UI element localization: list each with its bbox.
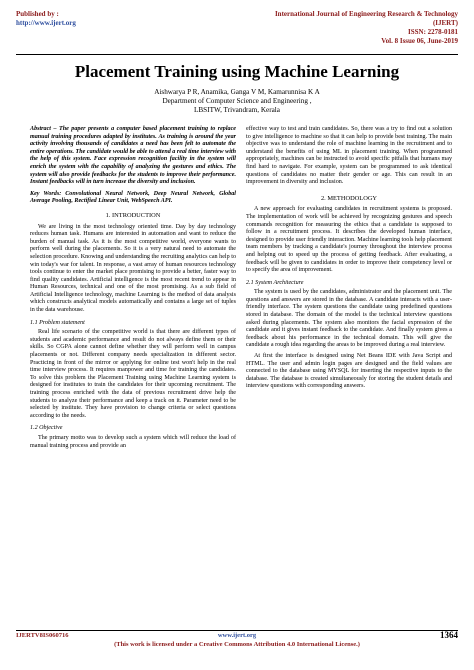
problem-heading: 1.1 Problem statement <box>30 319 85 326</box>
architecture-paragraph-1: The system is used by the candidates, administrator and the placement unit. The questions and answers are stored in the database. A candidate interacts with a user-friendly interface. The system questions the candidate using predefined questions stored in database. The domain of the model is the technical interview questions asked during placements. The system also monitors the facial expression of the candidate and it gives instant feedback to the candidate. And finally system gives a feedback about his performance in the technical domain. This will give the candidate a rough idea regarding the areas to be improved during a real interview. <box>246 289 452 349</box>
volume-issue: Vol. 8 Issue 06, June-2019 <box>381 37 458 45</box>
intro-paragraph: We are living in the most technology oriented time. Day by day technology reduces human task. Humans are interested in automation and want to reduce the burden of manual task. As it is the most competitive world, everyone wants to perform well during the placements. So it is a very natural need to automate the selection procedure. Knowing and understanding the recruiting analytics can help to win today's war for talent. In response, a vast array of human resources technology tools continue to enter the market place promising to provide a better, faster way to find quality candidates. Artificial intelligence is the most recent trend to appear in Human Resources, technical and one of the most promising. As a sub field of Artificial Intelligence technology, machine Learning is the method of data analysis which constructs analytical models automatically and contains a large set of tuples in the data warehouse. <box>30 223 236 314</box>
methodology-heading: 2. METHODOLOGY <box>320 194 378 202</box>
department: Department of Computer Science and Engineering , <box>162 97 312 105</box>
journal-block <box>258 10 458 46</box>
issn: ISSN: 2278-0181 <box>408 28 458 36</box>
methodology-paragraph: A new approach for evaluating candidates in recruitment systems is proposed. The implementation of work will be achieved by recognizing gestures and speech commands recognition for measuring the ethics that a candidate is supposed to follow in a recruitment process. It describes the developed human interface, designed to provide user friendly interaction. Machine learning tools help placement team members by tracking a candidate's journey throughout the interview process and helping out to speed up the process of getting feedback. After evaluating, a feedback will be given to candidates in order to improve their competency level or to specify the area of improvement. <box>246 206 452 274</box>
publisher-block <box>16 10 76 28</box>
intro-heading: 1. INTRODUCTION <box>105 211 161 219</box>
right-column <box>246 126 452 394</box>
paper-title: Placement Training using Machine Learning <box>74 62 400 81</box>
objective-continued: effective way to test and train candidates. So, there was a try to find out a solution to give intelligence to machine so that it can help to provide best training. The main objective was to understand the role of machine learning in the recruitment and to understand the benefits of using ML in placement training. When programmed appropriately, machines can be instructed to avoid specific pitfalls that humans may find hard to navigate. For example, system can be programmed to ask identical questions of candidates no matter their gender or age. This can result in an improvement in diversity and inclusion. <box>246 126 452 186</box>
journal-name: International Journal of Engineering Research & Technology (IJERT) <box>274 10 458 27</box>
page-header <box>16 8 458 56</box>
keywords: Key Words: Convolutional Neural Network, Deep Neural Network, Global Average Pooling, Rectified Linear Unit, WebSpeech API. <box>30 190 236 205</box>
footer-rule <box>16 630 458 631</box>
footer-url[interactable]: www.ijert.org <box>217 632 257 639</box>
header-rule <box>16 54 458 55</box>
objective-heading: 1.2 Objective <box>30 425 63 432</box>
abstract: Abstract – The paper presents a computer based placement training to replace manual training procedures adapted by institutes. As training is around the year activity involving thousands of candidates a need has been felt to automate the entire operations. The candidate would be able to attend a real time interview with the help of this system. Face expression recognition facility in the system will enrich the system with the capability of analyzing the gestures and ethics. The system will also provide feedbacks for the students to improve their performance. Instant feedbacks will in turn increase the diversity and inclusion. <box>30 126 236 186</box>
page-footer <box>16 632 458 662</box>
institution: LBSITW, Trivandram, Kerala <box>194 106 280 114</box>
left-column <box>30 126 236 453</box>
architecture-heading: 2.1 System Architecture <box>246 279 304 286</box>
architecture-paragraph-2: At first the interface is designed using Net Beans IDE with Java Script and HTML. The user and admin login pages are designed and the field values are connected to the database using MYSQL for inserting the respective inputs to the database. The database is created simultaneously for storing the student details and interview questions with corresponding answers. <box>246 353 452 390</box>
page-number: 1364 <box>440 630 458 640</box>
license-note: (This work is licensed under a Creative Commons Attribution 4.0 International License.) <box>114 641 360 648</box>
publisher-url[interactable]: http://www.ijert.org <box>16 19 76 27</box>
author-names: Aishwarya P R, Anamika, Ganga V M, Kamarunnisa K A <box>154 88 320 96</box>
article-id: IJERTV8IS060716 <box>16 632 69 639</box>
problem-paragraph: Real life scenario of the competitive world is that there are different types of students and academic performance and result do not always define them or their skills. So CGPA alone cannot define whether they will perform well in campus placements or not. Different company needs specialization in different sector. Practicing in front of the mirror or applying for online test won't help in the real time interview process. It requires manpower and time for training the candidates. To solve this problem the Placement Training using Machine Learning system is designed for institutes to train the candidates for their upcoming recruitment. The training process enriched with the data of previous recruitment drive help the students to analyze their performance and keep a track on it. Parameter need to be selected by institute. They have provision to change criteria or select questions according to the needs. <box>30 329 236 419</box>
objective-paragraph: The primary motto was to develop such a system which will reduce the load of manual training process and provide an <box>30 434 236 449</box>
author-block <box>0 88 474 115</box>
published-by-label: Published by : <box>16 10 59 18</box>
